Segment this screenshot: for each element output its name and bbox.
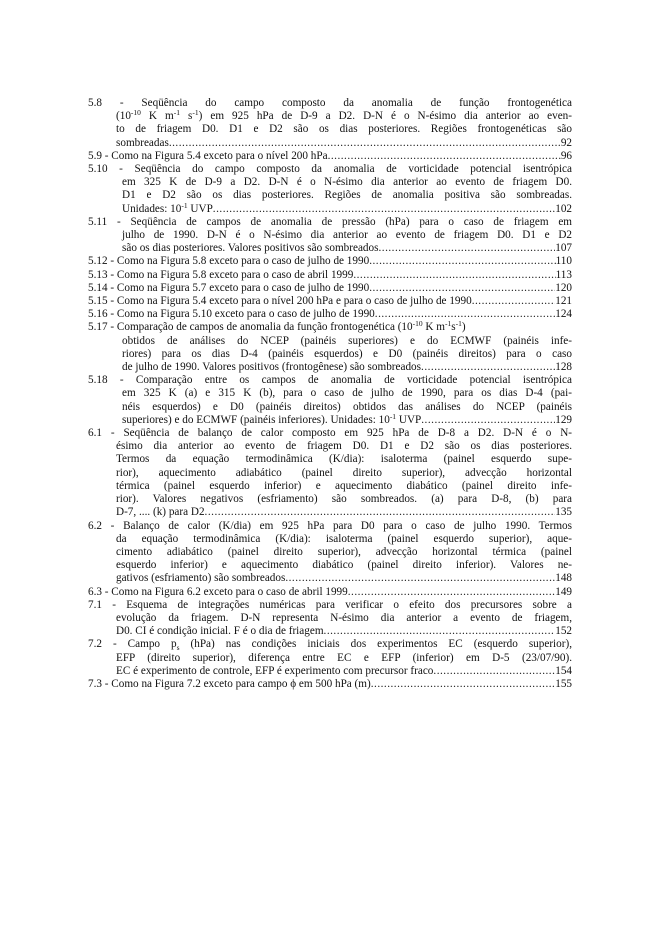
dot-leader: [378, 242, 555, 255]
page-number: 148: [555, 572, 572, 585]
entry-line: D1 e D2 são os dias posteriores. Regiões de anomalia positiva são sombreadas.: [122, 189, 572, 202]
page-number: 120: [555, 281, 572, 294]
entry-text: EC é experimento de controle, EFP é experimento com precursor fraco: [116, 664, 434, 677]
page-number: 129: [555, 413, 572, 426]
entry-text: são os dias posteriores. Valores positivos são sombreados: [122, 242, 379, 255]
page-number: 107: [555, 242, 572, 255]
entry-text: D0. CI é condição inicial. F é o dia de friagem: [116, 625, 324, 638]
entry-line: esquerdo inferior) e aquecimento diabático (painel direito inferior). Valores ne-: [116, 559, 572, 572]
entry-line: 5.11 - Seqüência de campos de anomalia de pressão (hPa) para o caso de friagem em: [88, 215, 572, 228]
entry-last-line: [88, 295, 572, 308]
dot-leader: [205, 506, 556, 519]
entry-line: to de friagem D0. D1 e D2 são os dias posteriores. Regiões frontogenéticas são: [116, 123, 572, 136]
page-number: 152: [555, 625, 572, 638]
dot-leader: [421, 414, 555, 427]
entry-last-line: [88, 506, 572, 519]
dot-leader: [285, 572, 555, 585]
toc-entry-5-12[interactable]: [88, 255, 572, 268]
page-number: 124: [555, 308, 572, 321]
entry-last-line: [88, 203, 572, 216]
entry-last-line: [88, 414, 572, 427]
entry-last-line: [88, 255, 572, 268]
entry-text: 7.3 - Como na Figura 7.2 exceto para campo ϕ em 500 hPa (m): [88, 677, 371, 690]
toc-entry-7-1[interactable]: [88, 599, 572, 639]
dot-leader: [472, 295, 556, 308]
dot-leader: [324, 625, 556, 638]
entry-last-line: [88, 586, 572, 599]
entry-line: evolução da friagem. D-N representa N-ésimo dia anterior a evento de friagem,: [116, 611, 572, 624]
entry-last-line: [88, 308, 572, 321]
dot-leader: [369, 282, 555, 295]
entry-line: EFP (direito superior), diferença entre EC e EFP (inferior) em D-5 (23/07/90).: [116, 651, 572, 664]
dot-leader: [348, 586, 555, 599]
entry-line: rior), aquecimento adiabático (painel direito superior), advecção horizontal: [116, 466, 572, 479]
entry-text: Unidades: $10^{-1}$ UVP: [122, 202, 213, 215]
page-number: 113: [555, 268, 572, 281]
entry-text: de julho de 1990. Valores positivos (frontogênese) são sombreados: [122, 361, 422, 374]
toc-entry-7-2[interactable]: [88, 638, 572, 678]
page-number: 155: [555, 677, 572, 690]
dot-leader: [328, 150, 561, 163]
entry-last-line: [88, 150, 572, 163]
dot-leader: [371, 678, 556, 691]
toc-entry-5-10[interactable]: [88, 163, 572, 216]
entry-line: riores) para os dias D-4 (painéis esquerdos) e D0 (painéis direitos) para o caso: [122, 347, 572, 360]
entry-line: ésimo dia anterior ao evento de friagem D0. D1 e D2 são os dias posteriores.: [116, 440, 572, 453]
toc-entry-5-17[interactable]: [88, 321, 572, 374]
entry-text: 5.12 - Como na Figura 5.8 exceto para o caso de julho de 1990: [88, 255, 370, 268]
entry-last-line: [88, 282, 572, 295]
entry-line: 6.1 - Seqüência de balanço de calor composto em 925 hPa de D-8 a D2. D-N é o N-: [88, 427, 572, 440]
toc-entry-5-18[interactable]: [88, 374, 572, 427]
entry-last-line: [88, 269, 572, 282]
entry-text: D-7, .... (k) para D2: [116, 506, 205, 519]
entry-line: 6.2 - Balanço de calor (K/dia) em 925 hPa para D0 para o caso de julho 1990. Termos: [88, 519, 572, 532]
dot-leader: [169, 137, 561, 150]
entry-text: sombreadas: [116, 136, 169, 149]
entry-line: 7.2 - Campo $p_s$ (hPa) nas condições iniciais dos experimentos EC (esquerdo superior),: [88, 638, 572, 652]
entry-line: em 325 K (a) e 315 K (b), para o caso de julho de 1990, para os dias D-4 (pai-: [122, 387, 572, 400]
toc-entry-7-3[interactable]: [88, 678, 572, 691]
entry-line: da equação termodinâmica (K/dia): isaloterma (painel esquerdo superior), aque-: [116, 532, 572, 545]
entry-text: 5.9 - Como na Figura 5.4 exceto para o nível 200 hPa: [88, 149, 328, 162]
entry-last-line: [88, 625, 572, 638]
entry-line: 5.18 - Comparação entre os campos de anomalia de vorticidade potencial isentrópica: [88, 374, 572, 387]
entry-line: 5.8 - Seqüência do campo composto da anomalia de função frontogenética: [88, 97, 572, 109]
entry-last-line: [88, 137, 572, 150]
entry-line: 5.10 - Seqüência do campo composto da anomalia de vorticidade potencial isentrópica: [88, 163, 572, 176]
toc-entry-5-14[interactable]: [88, 282, 572, 295]
page-number: 96: [560, 149, 572, 162]
list-of-figures: [88, 97, 572, 691]
toc-entry-6-2[interactable]: [88, 520, 572, 586]
page-number: 121: [555, 295, 572, 308]
toc-entry-5-9[interactable]: [88, 150, 572, 163]
toc-entry-5-11[interactable]: [88, 216, 572, 256]
dot-leader: [375, 308, 555, 321]
entry-line: 7.1 - Esquema de integrações numéricas para verificar o efeito dos precursores sobre a: [88, 598, 572, 611]
entry-last-line: [88, 678, 572, 691]
toc-entry-5-15[interactable]: [88, 295, 572, 308]
entry-line: ($10^{-10}$ K $m^{-1}$ $s^{-1}$) em 925 hPa de D-9 a D2. D-N é o N-ésimo dia anterior ao even-: [116, 110, 572, 123]
entry-last-line: [88, 665, 572, 678]
entry-line: térmica (painel esquerdo inferior) e aquecimento diabático (painel direito infe-: [116, 479, 572, 492]
toc-entry-5-16[interactable]: [88, 308, 572, 321]
toc-entry-6-1[interactable]: [88, 427, 572, 519]
entry-last-line: [88, 572, 572, 585]
dot-leader: [353, 269, 555, 282]
entry-text: gativos (esfriamento) são sombreados: [116, 572, 286, 585]
page-number: 102: [555, 202, 572, 215]
entry-line: julho de 1990. D-N é o N-ésimo dia anterior ao evento de friagem D0. D1 e D2: [122, 229, 572, 242]
entry-line: néis esquerdos) e D0 (painéis direitos) obtidos das análises do NCEP (painéis: [122, 400, 572, 413]
dot-leader: [369, 255, 555, 268]
entry-text: superiores) e do ECMWF (painéis inferiores). Unidades: $10^{-1}$ UVP: [122, 413, 422, 426]
page-number: 128: [555, 361, 572, 374]
entry-last-line: [88, 242, 572, 255]
entry-last-line: [88, 361, 572, 374]
entry-text: 6.3 - Como na Figura 6.2 exceto para o caso de abril 1999: [88, 585, 348, 598]
page-number: 135: [555, 506, 572, 519]
toc-entry-6-3[interactable]: [88, 586, 572, 599]
dot-leader: [421, 361, 555, 374]
entry-line: Termos da equação termodinâmica (K/dia): isaloterma (painel esquerdo supe-: [116, 453, 572, 466]
entry-text: 5.15 - Como na Figura 5.4 exceto para o nível 200 hPa e para o caso de julho de 1990: [88, 295, 472, 308]
entry-line: 5.17 - Comparação de campos de anomalia da função frontogenética ($10^{-10}$ K $m^{-1}s^{-1}$): [88, 321, 466, 334]
page-number: 110: [555, 255, 572, 268]
dot-leader: [433, 665, 555, 678]
page-number: 154: [555, 664, 572, 677]
entry-line: cimento adiabático (painel direito superior), advecção horizontal térmica (painel: [116, 545, 572, 558]
entry-text: 5.14 - Como na Figura 5.7 exceto para o caso de julho de 1990: [88, 281, 370, 294]
entry-line: rior). Valores negativos (esfriamento) são sombreados. (a) para D-8, (b) para: [116, 493, 572, 506]
entry-line: obtidos de análises do NCEP (painéis superiores) e do ECMWF (painéis infe-: [122, 334, 572, 347]
entry-text: 5.13 - Como na Figura 5.8 exceto para o caso de abril 1999: [88, 268, 354, 281]
entry-text: 5.16 - Como na Figura 5.10 exceto para o caso de julho de 1990: [88, 308, 375, 321]
dot-leader: [213, 203, 555, 216]
page-number: 149: [555, 585, 572, 598]
toc-entry-5-13[interactable]: [88, 269, 572, 282]
entry-line: em 325 K de D-9 a D2. D-N é o N-ésimo dia anterior ao evento de friagem D0.: [122, 176, 572, 189]
page-number: 92: [560, 136, 572, 149]
toc-entry-5-8[interactable]: [88, 97, 572, 150]
